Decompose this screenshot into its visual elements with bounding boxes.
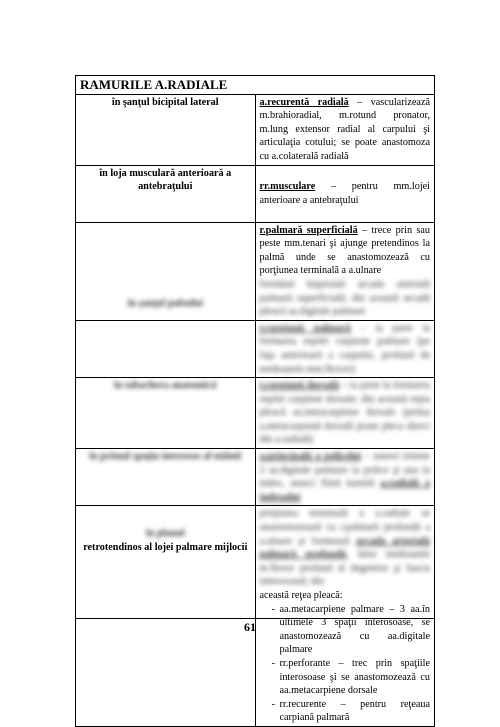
blurred-location: în primul spaţiu interosos al mâinii: [76, 449, 256, 506]
location-cell: [76, 222, 256, 320]
table-title-row: [76, 76, 435, 95]
branch-text: – pentru mm.lojei anterioare a antebraţului: [259, 180, 430, 206]
table-row: [76, 165, 435, 222]
branch-term: a.recurentă radială: [259, 96, 349, 108]
table-row: [76, 320, 435, 377]
location-cell: [76, 320, 256, 377]
blurred-location: în şanţul pulsului: [127, 298, 203, 310]
footer-divider: [75, 618, 435, 619]
blurred-text-part: , între tendoanele m.flexor profund al degetelor şi fascia interosoasă; din: [259, 549, 430, 588]
table-row: [76, 378, 435, 449]
blurred-text: – ia parte la formarea reţelei carpiene palmare (pe faţa anterioară a carpului, profund de tendoanele mm.flexori): [259, 322, 430, 375]
description-cell: [255, 506, 435, 727]
blurred-description: [255, 449, 435, 506]
list-item: - rr.perforante – trec prin spaţiile interosoase şi se anastomozează cu aa.metacarpiene dorsale: [272, 657, 431, 698]
branch-term: r.palmară superficială: [259, 224, 358, 236]
blurred-term: arcada arterială palmară profundă: [259, 535, 430, 561]
blurred-term: a.radială a indexului: [259, 478, 431, 503]
blurred-location: în planul: [145, 528, 185, 540]
table-row: [76, 222, 435, 320]
list-intro: această reţea pleacă:: [259, 590, 343, 601]
blurred-description: [255, 320, 435, 377]
page-number: 61: [244, 620, 256, 634]
table-row: [76, 94, 435, 165]
table-row: [76, 449, 435, 506]
list-item: - rr.recurente – pentru reţeaua carpiană palmară: [272, 698, 431, 725]
blurred-text: – uneori trimite 2 aa.digitale palmare la police şi una la index, atunci fiind numită: [259, 451, 430, 490]
location-text: retrotendinos al lojei palmare mijlocii: [83, 542, 248, 554]
description-cell: [255, 94, 435, 165]
blurred-term: r.carpiană dorsală: [259, 380, 340, 392]
list-item: - aa.metacarpiene palmare – 3 aa.în ultimele 3 spaţii interosoase, se anastomozează cu aa.digitale palmare: [272, 603, 431, 657]
location-cell: în şanţul bicipital lateral: [76, 94, 256, 165]
blurred-text: [260, 507, 431, 589]
blurred-term: a.principală a policelui: [259, 451, 361, 463]
blurred-description: [255, 378, 435, 449]
blurred-term: r.carpiană palmară: [259, 322, 351, 334]
branch-term: rr.musculare: [259, 180, 316, 192]
location-cell: în loja musculară anterioară a antebraţului: [76, 165, 256, 222]
blurred-text-part: porţiunea terminală a a.radiale se anastomozează cu r.palmară profundă a a.ulnare şi formează: [259, 508, 430, 547]
table-row: [76, 506, 435, 727]
blurred-text: formând împreună arcada arterială palmară superficială; din această arcadă pleacă aa.digitale palmare: [259, 278, 430, 318]
branch-text: – trece prin sau peste mm.tenari şi ajunge pretendinos la palmă unde se anastomozează cu porţiunea terminală a a.ulnare: [259, 224, 431, 277]
description-cell: [255, 165, 435, 222]
branch-text: – vascularizează m.brahioradial, m.rotund pronator, m.lung extensor radial al carpului şi articulaţia cotului; se poate anastomoza cu a.colaterală radială: [259, 96, 430, 162]
description-cell: [255, 222, 435, 320]
blurred-location: în tabachera anatomică: [76, 378, 256, 449]
location-cell: [76, 506, 256, 727]
blurred-text: – ia parte la formarea reţelei carpiene dorsale; din această reţea pleacă aa.metacarpiene dorsale (prima a.metacarpiană dorsală poate pleca direct din a.radială): [259, 380, 430, 446]
table-title: RAMURILE A.RADIALE: [76, 76, 435, 95]
